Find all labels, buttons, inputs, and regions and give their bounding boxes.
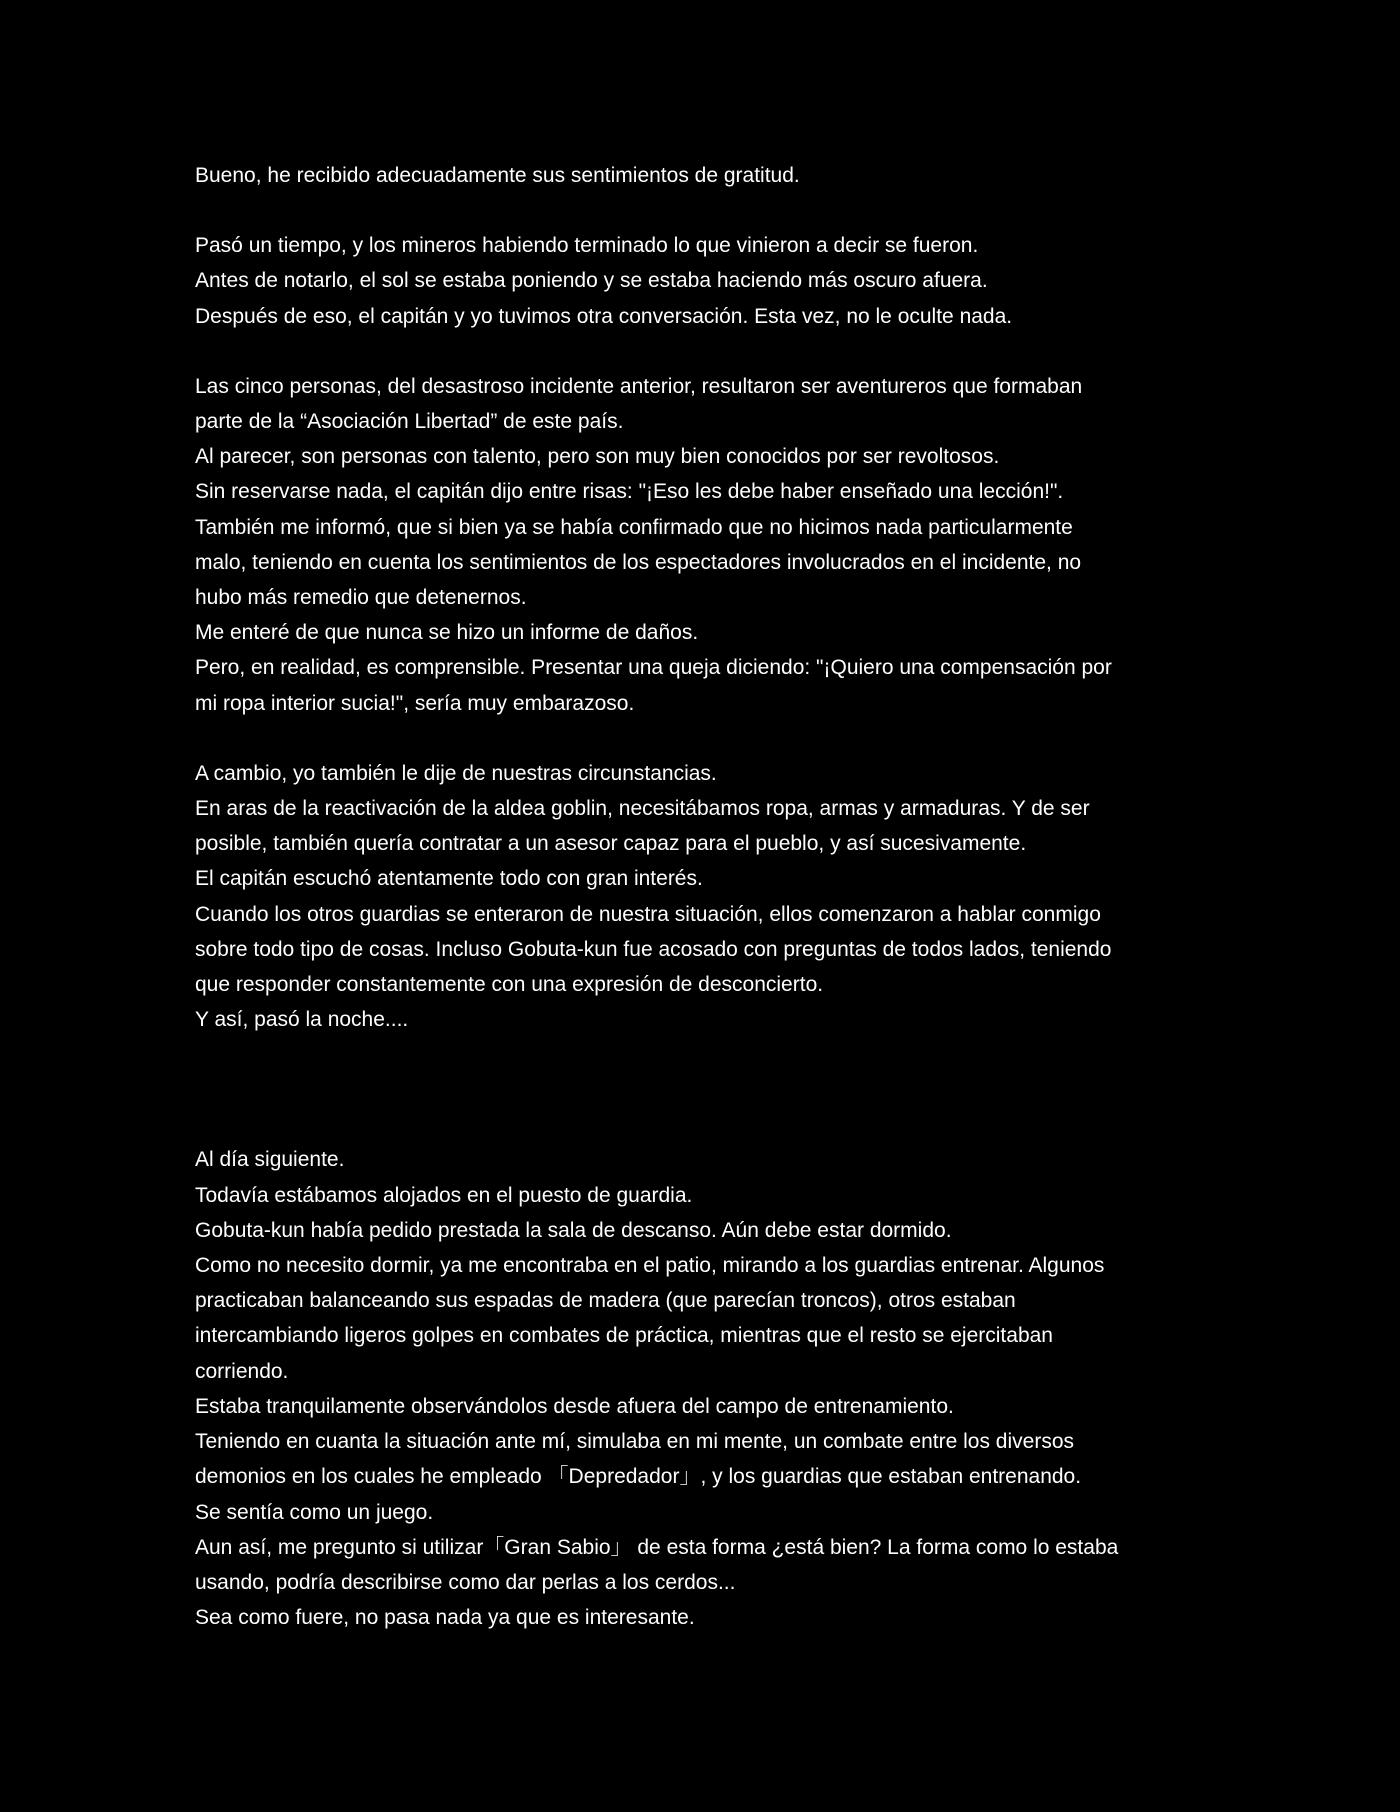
text-line: posible, también quería contratar a un asesor capaz para el pueblo, y así sucesivamente. [195, 832, 1027, 856]
text-line: Cuando los otros guardias se enteraron de nuestra situación, ellos comenzaron a hablar conmigo [195, 902, 1101, 926]
text-line: practicaban balanceando sus espadas de madera (que parecían troncos), otros estaban [195, 1289, 1016, 1313]
text-line: Como no necesito dormir, ya me encontraba en el patio, mirando a los guardias entrenar. Algunos [195, 1254, 1105, 1278]
text-line: También me informó, que si bien ya se había confirmado que no hicimos nada particularmente [195, 515, 1073, 539]
document-page [195, 158, 1225, 1635]
paragraph-gap [195, 334, 1225, 369]
text-line: mi ropa interior sucia!", sería muy embarazoso. [195, 691, 635, 715]
text-line: Todavía estábamos alojados en el puesto de guardia. [195, 1183, 693, 1207]
text-line: Gobuta-kun había pedido prestada la sala de descanso. Aún debe estar dormido. [195, 1218, 952, 1242]
text-line: Antes de notarlo, el sol se estaba poniendo y se estaba haciendo más oscuro afuera. [195, 269, 988, 293]
paragraph-5 [195, 1142, 1225, 1635]
text-line: Bueno, he recibido adecuadamente sus sentimientos de gratitud. [195, 164, 800, 187]
text-line: Al parecer, son personas con talento, pero son muy bien conocidos por ser revoltosos. [195, 445, 1000, 469]
text-line: A cambio, yo también le dije de nuestras circunstancias. [195, 761, 717, 785]
text-line: Estaba tranquilamente observándolos desde afuera del campo de entrenamiento. [195, 1394, 954, 1418]
text-line: Sea como fuere, no pasa nada ya que es interesante. [195, 1606, 695, 1630]
text-line: malo, teniendo en cuenta los sentimientos de los espectadores involucrados en el incidente, no [195, 550, 1082, 574]
text-line: sobre todo tipo de cosas. Incluso Gobuta-kun fue acosado con preguntas de todos lados, teniendo [195, 937, 1112, 961]
text-line: Después de eso, el capitán y yo tuvimos otra conversación. Esta vez, no le oculte nada. [195, 304, 1013, 328]
text-line: parte de la “Asociación Libertad” de este país. [195, 410, 624, 434]
text-line: En aras de la reactivación de la aldea goblin, necesitábamos ropa, armas y armaduras. Y de ser [195, 797, 1090, 821]
text-line: Las cinco personas, del desastroso incidente anterior, resultaron ser aventureros que formaban [195, 374, 1083, 398]
section-gap [195, 1037, 1225, 1142]
text-line: que responder constantemente con una expresión de desconcierto. [195, 973, 824, 997]
paragraph-gap [195, 193, 1225, 228]
text-line: Me enteré de que nunca se hizo un informe de daños. [195, 621, 699, 645]
paragraph-4 [195, 756, 1225, 1038]
text-line: Se sentía como un juego. [195, 1500, 434, 1524]
text-line: Pero, en realidad, es comprensible. Presentar una queja diciendo: "¡Quiero una compensación por [195, 656, 1112, 680]
text-line: El capitán escuchó atentamente todo con gran interés. [195, 867, 703, 891]
paragraph-3 [195, 369, 1225, 721]
text-line: Teniendo en cuanta la situación ante mí, simulaba en mi mente, un combate entre los diversos [195, 1430, 1074, 1454]
text-line: demonios en los cuales he empleado 「Depredador」, y los guardias que estaban entrenando. [195, 1465, 1082, 1489]
text-line: intercambiando ligeros golpes en combates de práctica, mientras que el resto se ejercitaban [195, 1324, 1053, 1348]
text-line: Y así, pasó la noche.... [195, 1008, 409, 1032]
text-line: corriendo. [195, 1359, 289, 1383]
paragraph-gap [195, 721, 1225, 756]
text-line: hubo más remedio que detenernos. [195, 586, 527, 610]
text-line: Pasó un tiempo, y los mineros habiendo terminado lo que vinieron a decir se fueron. [195, 234, 979, 258]
text-line: Al día siguiente. [195, 1148, 345, 1172]
text-line: usando, podría describirse como dar perlas a los cerdos... [195, 1570, 736, 1594]
paragraph-1 [195, 158, 1225, 193]
text-line: Sin reservarse nada, el capitán dijo entre risas: "¡Eso les debe haber enseñado una lección!". [195, 480, 1064, 504]
text-line: Aun así, me pregunto si utilizar「Gran Sabio」 de esta forma ¿está bien? La forma como lo estaba [195, 1535, 1119, 1559]
paragraph-2 [195, 228, 1225, 334]
